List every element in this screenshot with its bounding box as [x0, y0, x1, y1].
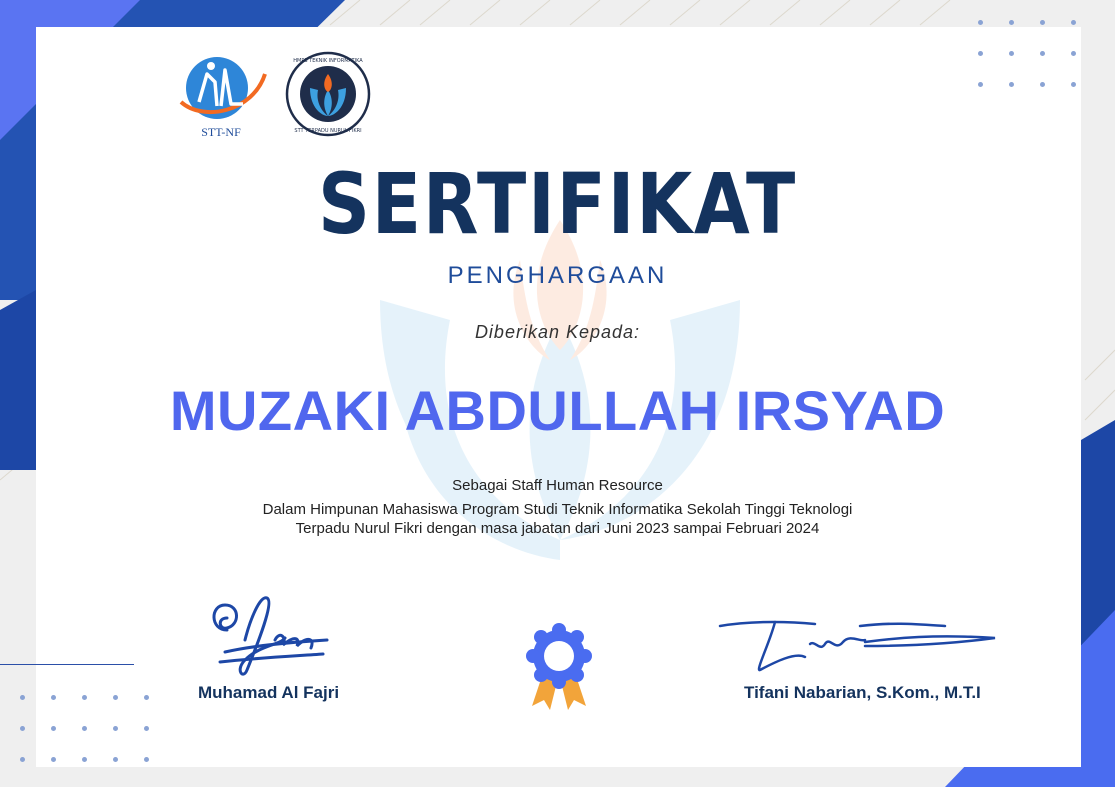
svg-text:STT TERPADU NURUL FIKRI: STT TERPADU NURUL FIKRI	[294, 128, 362, 134]
description-line: Dalam Himpunan Mahasiswa Program Studi Teknik Informatika Sekolah Tinggi Teknologi	[262, 501, 853, 518]
description-line: Terpadu Nurul Fikri dengan masa jabatan dari Juni 2023 sampai Februari 2024	[295, 520, 820, 537]
certificate-subtitle: PENGHARGAAN	[447, 262, 668, 289]
recipient-role: Sebagai Staff Human Resource	[452, 477, 663, 494]
dot-grid-bottom-left	[20, 695, 160, 787]
given-to-label: Diberikan Kepada:	[474, 322, 641, 342]
hmps-logo	[284, 50, 372, 138]
stt-nf-logo	[173, 52, 269, 142]
certificate-title: SERTIFIKAT	[318, 155, 797, 253]
svg-text:STT-NF: STT-NF	[201, 125, 241, 139]
certificate-description	[0, 500, 1115, 538]
signature-left	[205, 590, 335, 680]
dot-grid-top-right	[978, 20, 1078, 90]
signature-right	[715, 612, 1000, 682]
signatory-left-name: Muhamad Al Fajri	[198, 683, 340, 702]
decorative-line	[0, 664, 134, 665]
svg-text:HMPS TEKNIK INFORMATIKA: HMPS TEKNIK INFORMATIKA	[293, 58, 363, 64]
signatory-right-name: Tifani Nabarian, S.Kom., M.T.I	[744, 683, 981, 702]
award-rosette-icon	[522, 622, 596, 712]
recipient-name: MUZAKI ABDULLAH IRSYAD	[169, 379, 946, 442]
